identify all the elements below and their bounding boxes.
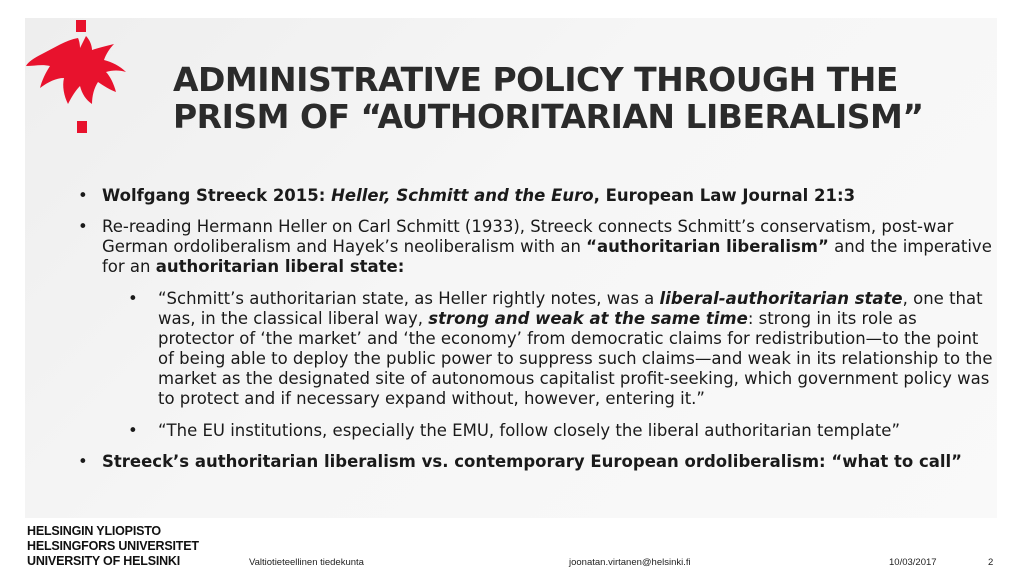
title-line-2: PRISM OF “AUTHORITARIAN LIBERALISM”: [173, 97, 924, 136]
bullet-dot: •: [78, 452, 88, 471]
university-name-sv: HELSINGFORS UNIVERSITET: [27, 539, 199, 553]
bullet-text: Re-reading Hermann Heller on Carl Schmitt (1933), Streeck connects Schmitt’s conservatism, post-war German ordoliberalism and Hayek’s neoliberalism with an: [102, 217, 954, 256]
title-line-1: ADMINISTRATIVE POLICY THROUGH THE: [173, 60, 898, 99]
bullet-dot: •: [78, 217, 88, 236]
university-name-en: UNIVERSITY OF HELSINKI: [27, 554, 181, 568]
bullet-emphasis: authoritarian liberal state:: [155, 257, 405, 276]
slide-content: [78, 186, 993, 483]
bullet-dot: •: [128, 289, 138, 308]
footer-email: joonatan.virtanen@helsinki.fi: [569, 557, 691, 568]
footer-faculty: Valtiotieteellinen tiedekunta: [249, 557, 364, 568]
quote-emphasis: strong and weak at the same time: [428, 309, 748, 328]
citation-title: Heller, Schmitt and the Euro: [331, 186, 594, 205]
quote-text: “The EU institutions, especially the EMU, follow closely the liberal authoritarian template”: [158, 421, 901, 440]
citation-author: Wolfgang Streeck 2015:: [102, 186, 332, 205]
sub-bullet-schmitt-quote: [102, 289, 993, 409]
footer-page-number: 2: [988, 557, 994, 568]
bullet-text: and the imperative for an: [102, 237, 992, 276]
quote-text: “Schmitt’s authoritarian state, as Heller rightly notes, was a: [158, 289, 660, 308]
bullet-dot: •: [78, 186, 88, 205]
university-flame-logo-icon: [20, 20, 130, 135]
bullet-streeck-vs-ordoliberalism: [78, 452, 993, 472]
university-name-fi: HELSINGIN YLIOPISTO: [27, 524, 161, 538]
citation-journal: , European Law Journal 21:3: [593, 186, 856, 205]
bullet-text: Streeck’s authoritarian liberalism vs. contemporary European ordoliberalism: “what to call”: [102, 452, 963, 471]
slide-title: [173, 61, 993, 135]
bullet-rereading-heller: [78, 217, 993, 441]
bullet-streeck-citation: [78, 186, 993, 206]
quote-text: : strong in its role as protector of ‘the market’ and ‘the economy’ from democratic claims for redistribution—to the point of being able to deploy the public power to suppress such claims—and weak in its relationship to the market as the designated site of autonomous capitalist profit-seeking, which government policy was to protect and if necessary expand without, however, entering it.”: [158, 309, 993, 408]
sub-bullet-eu-quote: [102, 421, 993, 441]
bullet-emphasis: “authoritarian liberalism”: [586, 237, 829, 256]
bullet-dot: •: [128, 421, 138, 440]
university-name: [27, 524, 199, 569]
quote-text: , one that was, in the classical liberal way,: [158, 289, 983, 328]
footer-date: 10/03/2017: [889, 557, 937, 568]
quote-emphasis: liberal-authoritarian state: [659, 289, 903, 308]
